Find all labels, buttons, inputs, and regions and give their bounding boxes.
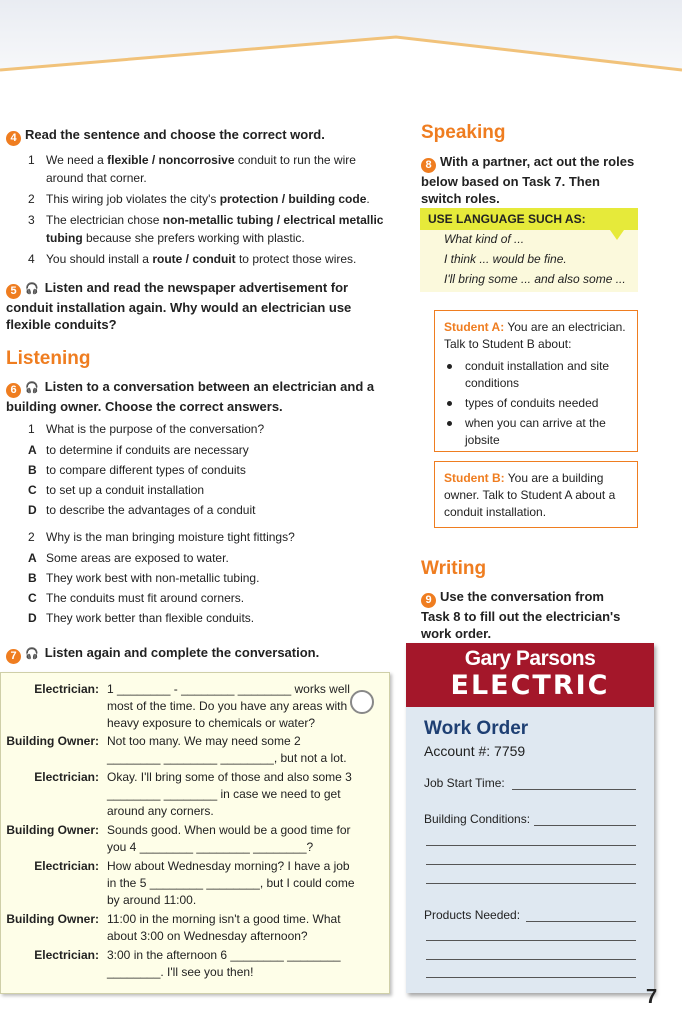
building-conditions-input[interactable] (534, 825, 636, 826)
answer-option[interactable]: B They work best with non-metallic tubing. (28, 571, 260, 585)
card-hole-decoration (350, 690, 374, 714)
work-order-form (406, 643, 654, 993)
products-needed-label: Products Needed: (424, 908, 521, 922)
language-box-pointer (610, 230, 624, 240)
student-b-role-card (434, 461, 638, 528)
task-6-title: Listen to a conversation between an electrician and a building owner. Choose the correct answers. (6, 379, 375, 414)
language-box-heading: USE LANGUAGE SUCH AS: (420, 208, 638, 230)
task-9-title: Use the conversation from Task 8 to fill out the electrician's work order. (421, 589, 621, 641)
answer-option[interactable]: C to set up a conduit installation (28, 483, 205, 497)
work-order-title: Work Order (424, 718, 529, 739)
headphones-icon[interactable]: 🎧 (25, 648, 39, 660)
question-text: Why is the man bringing moisture tight fittings? (46, 530, 295, 544)
answer-option[interactable]: D to describe the advantages of a conduit (28, 503, 256, 517)
student-a-label: Student A: (444, 320, 505, 334)
building-conditions-input[interactable] (426, 845, 636, 846)
job-start-time-input[interactable] (512, 789, 636, 790)
task-number-badge: 6 (6, 383, 21, 398)
task-7-heading (6, 644, 386, 664)
language-phrase: What kind of ... (444, 232, 525, 246)
task-number-badge: 9 (421, 593, 436, 608)
work-order-header (406, 643, 654, 707)
student-a-intro: You are an electrician. Talk to Student B about: (444, 320, 626, 351)
company-name: Gary Parsons (464, 647, 596, 670)
list-item: 2 This wiring job violates the city's protection / building code. (28, 192, 370, 206)
question-text: What is the purpose of the conversation? (46, 422, 265, 436)
language-phrase: I think ... would be fine. (444, 252, 567, 266)
writing-section-title: Writing (421, 558, 487, 579)
job-start-time-label: Job Start Time: (424, 776, 505, 790)
list-item: conduit installation and site conditions (444, 358, 628, 392)
task-4-list (28, 151, 388, 268)
task-number-badge: 5 (6, 284, 21, 299)
task-8-title: With a partner, act out the roles below based on Task 7. Then switch roles. (421, 154, 635, 206)
list-item: when you can arrive at the jobsite (444, 415, 628, 449)
student-b-label: Student B: (444, 471, 505, 485)
account-number: Account #: 7759 (424, 743, 526, 759)
page-number: 7 (646, 986, 658, 1008)
products-needed-input[interactable] (426, 940, 636, 941)
task-5-title: Listen and read the newspaper advertisement for conduit installation again. Why would an electrician use flexible conduits? (6, 280, 352, 332)
building-conditions-input[interactable] (426, 864, 636, 865)
task-4-title: Read the sentence and choose the correct word. (25, 127, 325, 142)
language-phrase: I'll bring some ... and also some ... (444, 272, 626, 286)
list-item: 1 We need a flexible / noncorrosive conduit to run the wire around that corner. (28, 153, 356, 185)
answer-option[interactable]: A to determine if conduits are necessary (28, 443, 249, 457)
products-needed-input[interactable] (526, 921, 636, 922)
speaking-section-title: Speaking (421, 122, 506, 143)
headphones-icon[interactable]: 🎧 (25, 382, 39, 394)
student-a-role-card (434, 310, 638, 452)
products-needed-input[interactable] (426, 959, 636, 960)
task-number-badge: 7 (6, 649, 21, 664)
list-item: 4 You should install a route / conduit to protect those wires. (28, 252, 357, 266)
answer-option[interactable]: C The conduits must fit around corners. (28, 591, 245, 605)
task-number-badge: 4 (6, 131, 21, 146)
task-6-question-1: 1 What is the purpose of the conversation? A to determine if conduits are necessary B to compare different types of conduits C to set up a conduit installation D to describe the advantages of a conduit (28, 420, 358, 520)
task-4-heading (6, 126, 406, 146)
building-conditions-label: Building Conditions: (424, 812, 531, 826)
answer-option[interactable]: B to compare different types of conduits (28, 463, 246, 477)
task-5-heading (6, 279, 372, 333)
conversation-card: Electrician: 1 ________ - ________ ________ works well most of the time. Do you have any areas with heavy exposure to chemicals or water? Building Owner: Not too many. We may need some 2 ________ ________ ________, but not a lot. Electrician: Okay. I'll bring some of those and also some 3 ________ ________ in case we need to get around any corners. Building Owner: Sounds good. When would be a good time for you 4 ________ ________ ________? Electrician: How about Wednesday morning? I have a job in the 5 ________ ________, but I could come by around 11:00. Building Owner: 11:00 in the morning isn't a good time. What about 3:00 on Wednesday afternoon? Electrician: 3:00 in the afternoon 6 ________ ________ ________. I'll see you then! (0, 672, 390, 994)
list-item: 3 The electrician chose non-metallic tubing / electrical metallic tubing because she prefers working with plastic. (28, 213, 384, 245)
task-7-title: Listen again and complete the conversation. (44, 645, 320, 660)
products-needed-input[interactable] (426, 977, 636, 978)
task-6-heading (6, 378, 376, 415)
page-header-band (0, 0, 682, 78)
task-number-badge: 8 (421, 158, 436, 173)
list-item: types of conduits needed (444, 395, 628, 412)
answer-option[interactable]: A Some areas are exposed to water. (28, 551, 229, 565)
language-box (420, 208, 638, 292)
listening-section-title: Listening (6, 348, 91, 369)
student-b-text: You are a building owner. Talk to Student A about a conduit installation. (444, 471, 616, 519)
answer-option[interactable]: D They work better than flexible conduits. (28, 611, 255, 625)
task-6-question-2: 2 Why is the man bringing moisture tight fittings? A Some areas are exposed to water. B They work best with non-metallic tubing. C The conduits must fit around corners. D They work better than flexible conduits. (28, 528, 358, 628)
headphones-icon[interactable]: 🎧 (25, 283, 39, 295)
company-logo-text: ELECTRIC (450, 670, 610, 701)
building-conditions-input[interactable] (426, 883, 636, 884)
task-8-heading (421, 153, 641, 207)
task-9-heading (421, 588, 631, 642)
